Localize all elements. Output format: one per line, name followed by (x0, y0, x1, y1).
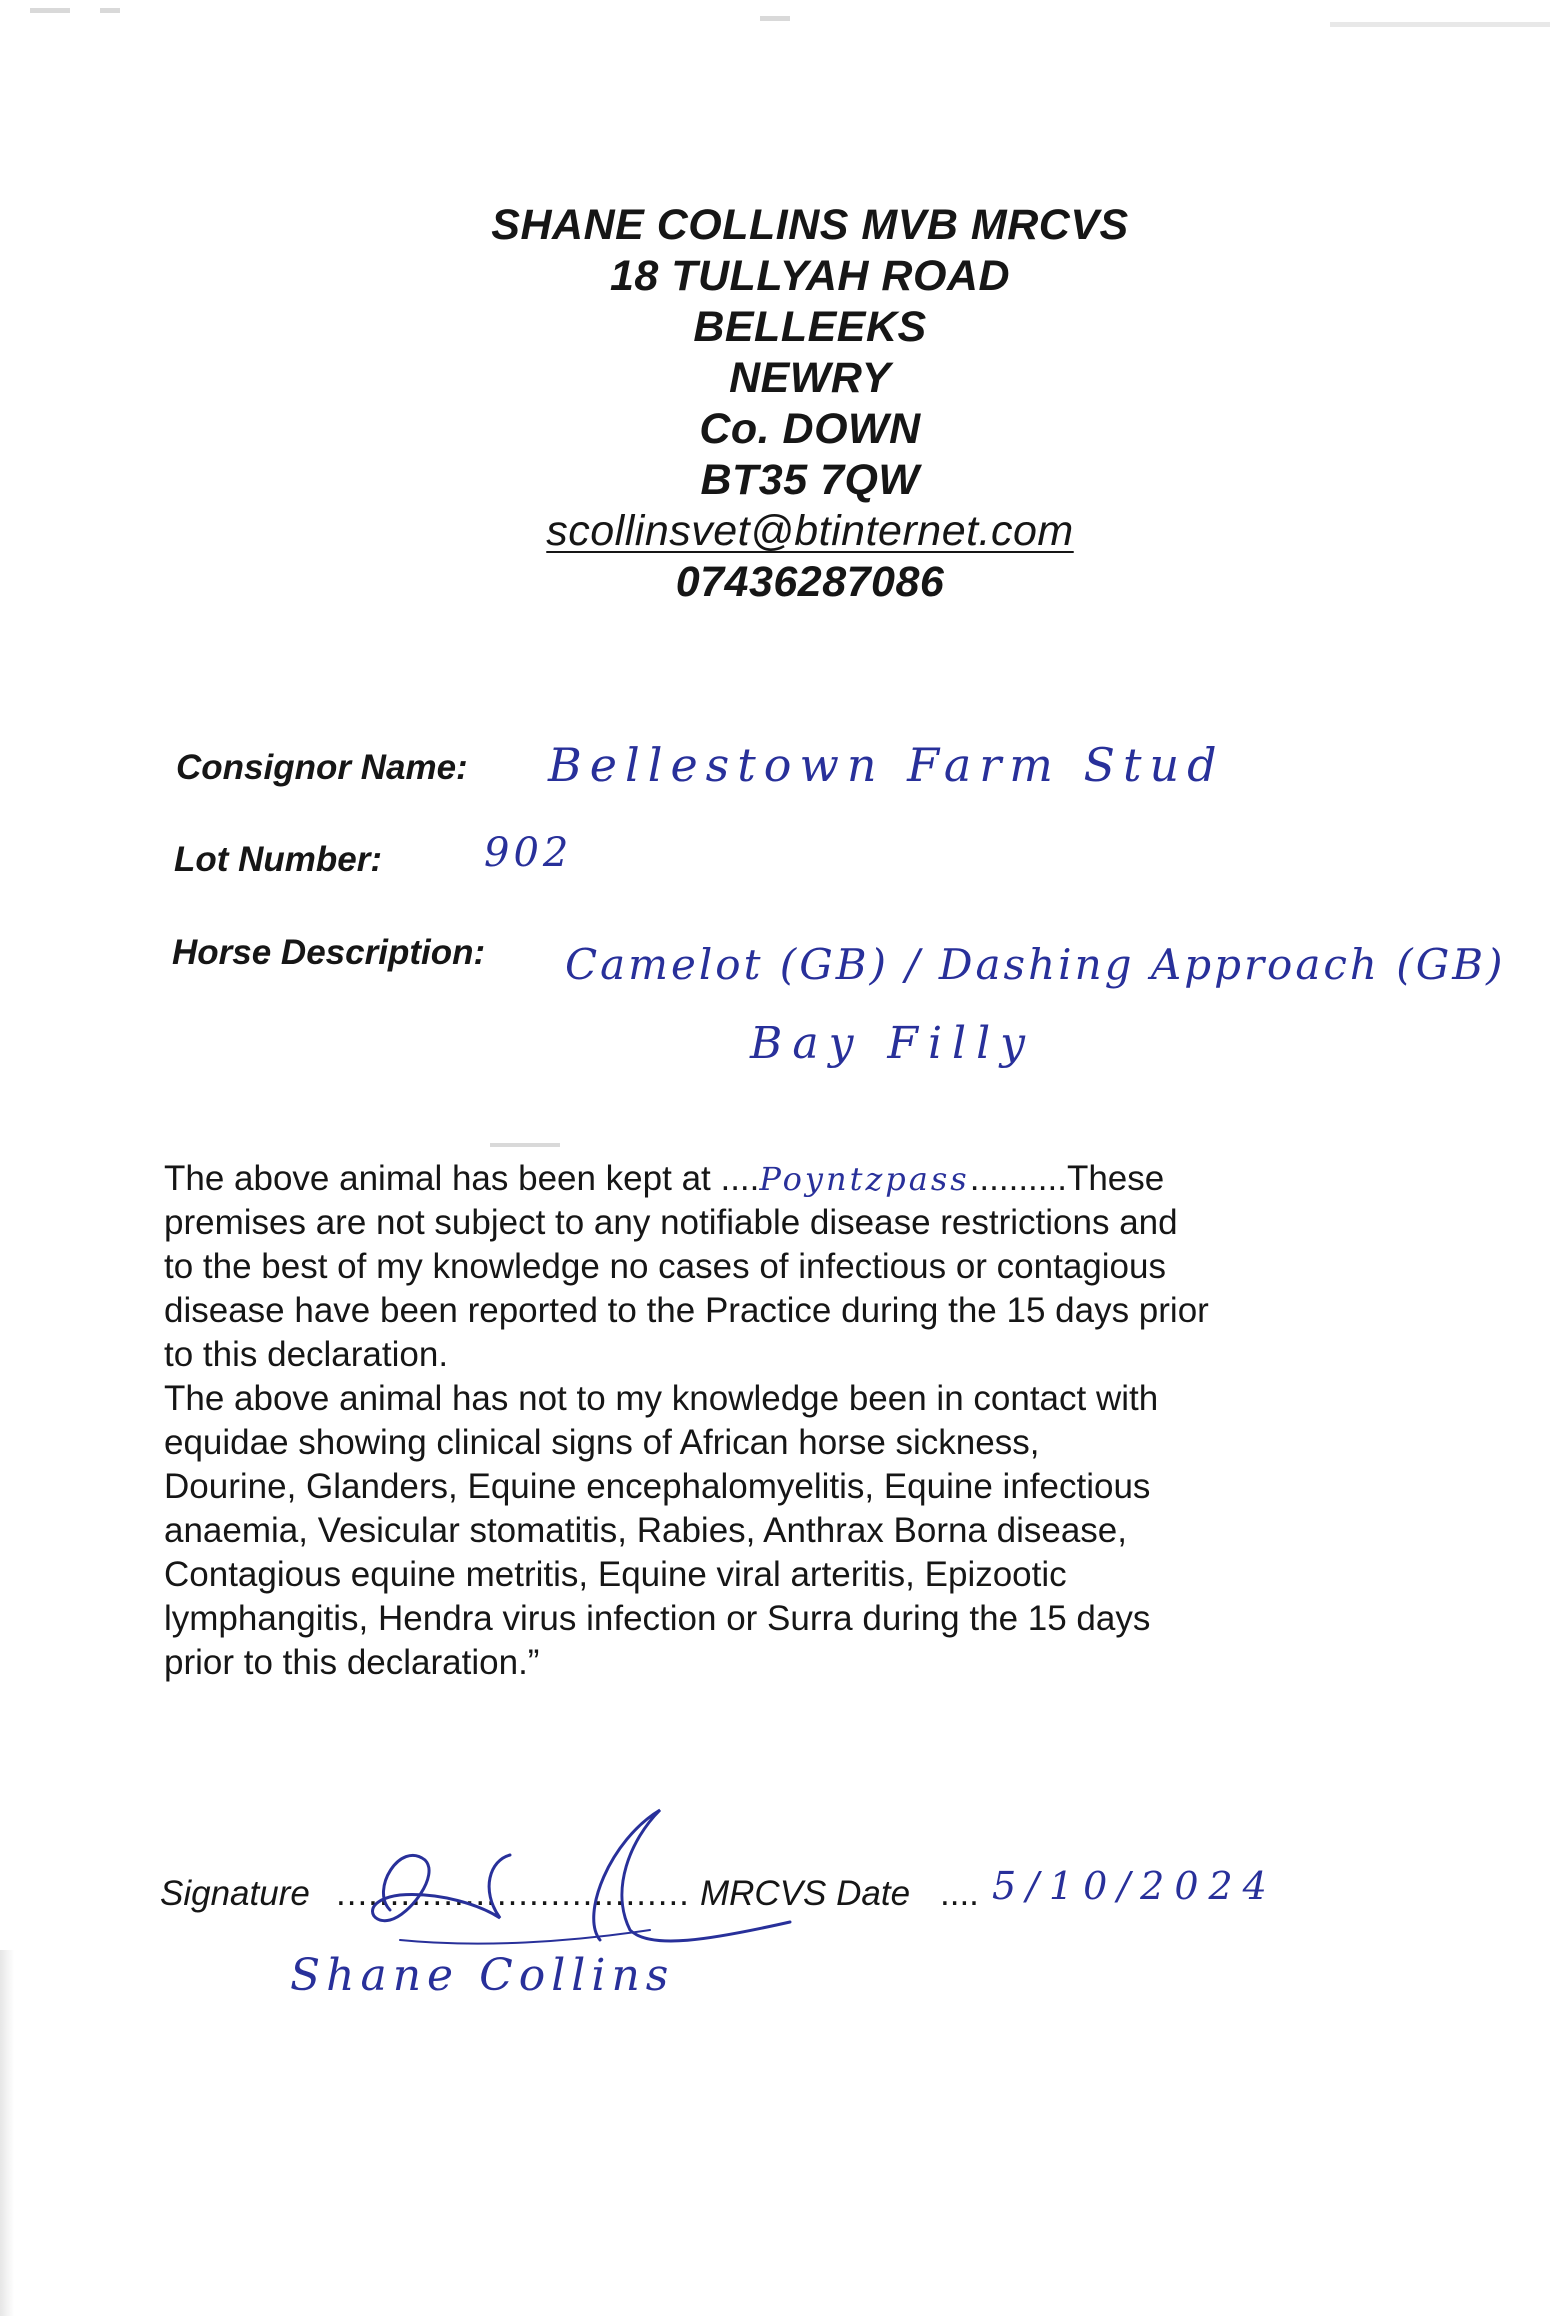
lot-number-label: Lot Number: (174, 840, 383, 879)
declaration-line: to this declaration. (164, 1335, 449, 1374)
horse-description-label: Horse Description: (172, 933, 486, 972)
mrcvs-date-label: MRCVS Date (700, 1874, 911, 1913)
consignor-value: Bellestown Farm Stud (548, 738, 1225, 792)
declaration-line: disease have been reported to the Practice during the 15 days prior (164, 1291, 1209, 1330)
signature-label: Signature (160, 1874, 310, 1913)
scan-mark (30, 8, 70, 13)
declaration-line: The above animal has not to my knowledge been in contact with (164, 1379, 1159, 1418)
consignor-label: Consignor Name: (176, 748, 468, 787)
declaration-line: lymphangitis, Hendra virus infection or Surra during the 15 days (164, 1599, 1151, 1638)
declaration-line: Dourine, Glanders, Equine encephalomyelitis, Equine infectious (164, 1467, 1151, 1506)
date-value: 5/10/2024 (992, 1864, 1277, 1908)
date-dots: .... (940, 1874, 979, 1913)
kept-at-value: Poyntzpass (759, 1160, 970, 1198)
kept-at-line (164, 1157, 1434, 1201)
signature-dots: ................................. (336, 1874, 690, 1913)
practice-phone: 07436287086 (675, 558, 945, 606)
declaration-line: to the best of my knowledge no cases of infectious or contagious (164, 1247, 1166, 1286)
practice-letterhead (420, 200, 1200, 608)
practice-town: NEWRY (729, 354, 891, 402)
scan-edge-shadow (0, 1950, 14, 2316)
practice-address-line1: 18 TULLYAH ROAD (609, 252, 1011, 300)
scan-mark (1330, 22, 1550, 27)
declaration-line: equidae showing clinical signs of African horse sickness, (164, 1423, 1040, 1462)
kept-at-prefix: The above animal has been kept at .... (164, 1159, 760, 1198)
practice-county: Co. DOWN (699, 405, 921, 453)
kept-at-suffix: ..........These (969, 1159, 1165, 1198)
scan-mark (490, 1143, 560, 1147)
declaration-line: premises are not subject to any notifiable disease restrictions and (164, 1203, 1178, 1242)
declaration-line: prior to this declaration.” (164, 1643, 540, 1682)
signature-scribble (330, 1800, 890, 1970)
scan-mark (760, 16, 790, 21)
horse-description-line2: Bay Filly (750, 1018, 1036, 1069)
premises-declaration (164, 1157, 1434, 1685)
lot-number-value: 902 (484, 830, 573, 876)
declaration-line: Contagious equine metritis, Equine viral arteritis, Epizootic (164, 1555, 1067, 1594)
horse-description-line1: Camelot (GB) / Dashing Approach (GB) (565, 940, 1506, 989)
practice-email[interactable]: scollinsvet@btinternet.com (546, 507, 1074, 555)
declaration-line: anaemia, Vesicular stomatitis, Rabies, Anthrax Borna disease, (164, 1511, 1127, 1550)
practice-postcode: BT35 7QW (700, 456, 920, 504)
signed-name: Shane Collins (290, 1950, 675, 2001)
practice-name: SHANE COLLINS MVB MRCVS (491, 201, 1129, 249)
scan-mark (100, 8, 120, 13)
practice-address-line2: BELLEEKS (693, 303, 927, 351)
